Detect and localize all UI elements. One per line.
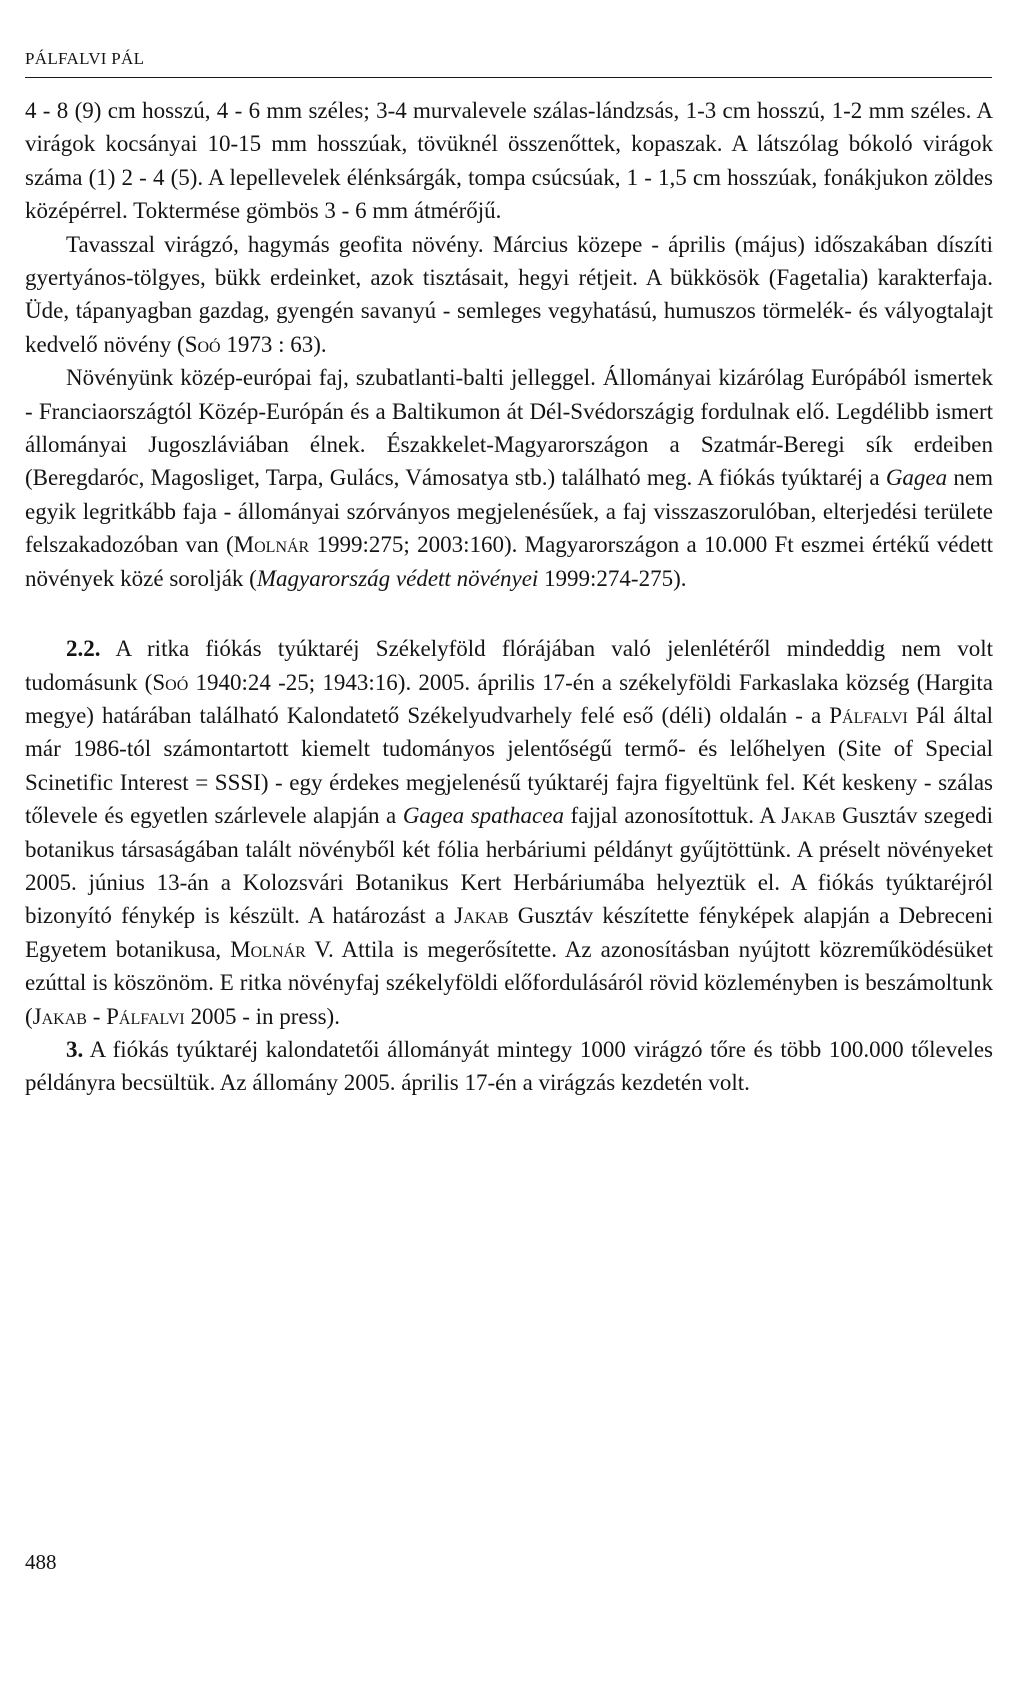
author-citation: Pálfalvi [106,1003,185,1029]
section-text-g: V. Attila is megerősítette. Az azonosításban nyújtott közreműködésüket ezúttal is köszönöm. E ritka növényfaj székelyföldi előfordulásáról rövid közleményben is beszámoltunk ( [25,936,993,1029]
section-text-f: Gusztáv készítette fényképek alapján a Debreceni Egyetem botanikusa, [25,903,994,962]
paragraph-section-3 [25,1033,993,1100]
section-text-d: fajjal azonosítottuk. A [563,803,782,829]
section-number: 3. [66,1036,84,1062]
page-number: 488 [25,1550,57,1574]
author-citation: Pálfalvi [829,702,908,728]
section-text-h: - [86,1003,107,1029]
distribution-text-d: 1999:274-275). [538,565,687,591]
running-header [25,44,144,70]
citation-year: 1973 : 63). [220,331,327,357]
author-citation: Jakab [454,903,509,929]
section-text-a: A ritka fiókás tyúktaréj Székelyföld flórájában való jelenlétéről mindeddig nem volt tudomásunk ( [25,636,993,695]
author-citation: Molnár [233,532,310,558]
paragraph-distribution [25,361,993,595]
author-citation: Jakab [32,1003,87,1029]
distribution-text-a: Növényünk közép-európai faj, szubatlanti-balti jelleggel. Állományai kizárólag Európából ismertek - Franciaországtól Közép-Európán és a Baltikumon át Dél-Svédországig fordulnak elő. Legdélibb ismert állományai Jugoszláviában élnek. Északkelet-Magyarországon a Szatmár-Beregi sík erdeiben (Beregdaróc, Magosliget, Tarpa, Gulács, Vámosatya stb.) található meg. A fiókás tyúktaréj a [25,365,993,491]
body-text [25,94,993,1100]
distribution-text-b: nem egyik legritkább faja - állományai szórványos megjelenésűek, a faj visszaszorulóban, elterjedési területe felszakadozóban van ( [25,465,993,558]
author-citation: Molnár [230,936,306,962]
section-text-c: Pál által már 1986-tól számontartott kiemelt tudományos jelentőségű termő- és lelőhelyen (Site of Special Scinetific Interest = SSSI) - egy érdekes megjelenésű tyúktaréj fajra figyeltünk fel. Két keskeny - szálas tőlevele és egyetlen szárlevele alapján a [25,702,993,829]
paragraph-description-text: 4 - 8 (9) cm hosszú, 4 - 6 mm széles; 3-4 murvalevele szálas-lándzsás, 1-3 cm hosszú, 1-2 mm széles. A virágok kocsányai 10-15 mm hosszúak, tövüknél összenőttek, kopaszak. A látszólag bókoló virágok száma (1) 2 - 4 (5). A lepellevelek élénksárgák, tompa csúcsúak, 1 - 1,5 cm hosszúak, fonákjukon zöldes középérrel. Toktermése gömbös 3 - 6 mm átmérőjű. [25,98,993,224]
section-text-e: Gusztáv szegedi botanikus társaságában talált növényből két fólia herbáriumi példányt gyűjtöttünk. A préselt növényeket 2005. június 13-án a Kolozsvári Botanikus Kert Herbáriumába helyeztük el. A fiókás tyúktaréjról bizonyító fénykép is készült. A határozást a [25,803,993,929]
species-name: Gagea spathacea [402,803,564,829]
section-number: 2.2. [66,636,101,662]
paragraph-ecology-text: Tavasszal virágzó, hagymás geofita növény. Március közepe - április (május) időszakában díszíti gyertyános-tölgyes, bükk erdeinket, azok tisztásait, hegyi rétjeit. A bükkösök (Fagetalia) karakterfaja. Üde, tápanyagban gazdag, gyengén savanyú - semleges vegyhatású, humuszos törmelék- és vályogtalajt kedvelő növény ( [25,231,993,357]
author-running-head: PÁLFALVI PÁL [25,49,145,68]
section-text-i: 2005 - in press). [184,1003,340,1029]
author-citation: Soó [184,331,221,357]
paragraph-description [25,94,993,228]
paragraph-section-2-2 [25,632,993,1033]
author-citation: Jakab [781,803,836,829]
section-text-b: 1940:24 -25; 1943:16). 2005. április 17-én a székelyföldi Farkaslaka község (Hargita megye) határában található Kalondatető Székelyudvarhely felé eső (déli) oldalán - a [25,669,993,728]
section-3-text: A fiókás tyúktaréj kalondatetői állományát mintegy 1000 virágzó tőre és több 100.000 tőleveles példányra becsültük. Az állomány 2005. április 17-én a virágzás kezdetén volt. [25,1036,993,1096]
book-title: Magyarország védett növényei [256,565,539,591]
distribution-text-c: 1999:275; 2003:160). Magyarországon a 10.000 Ft eszmei értékű védett növények közé sorolják ( [25,532,993,591]
paragraph-ecology [25,228,993,362]
genus-name: Gagea [885,465,948,491]
header-rule [25,77,992,78]
author-citation: Soó [152,669,189,695]
